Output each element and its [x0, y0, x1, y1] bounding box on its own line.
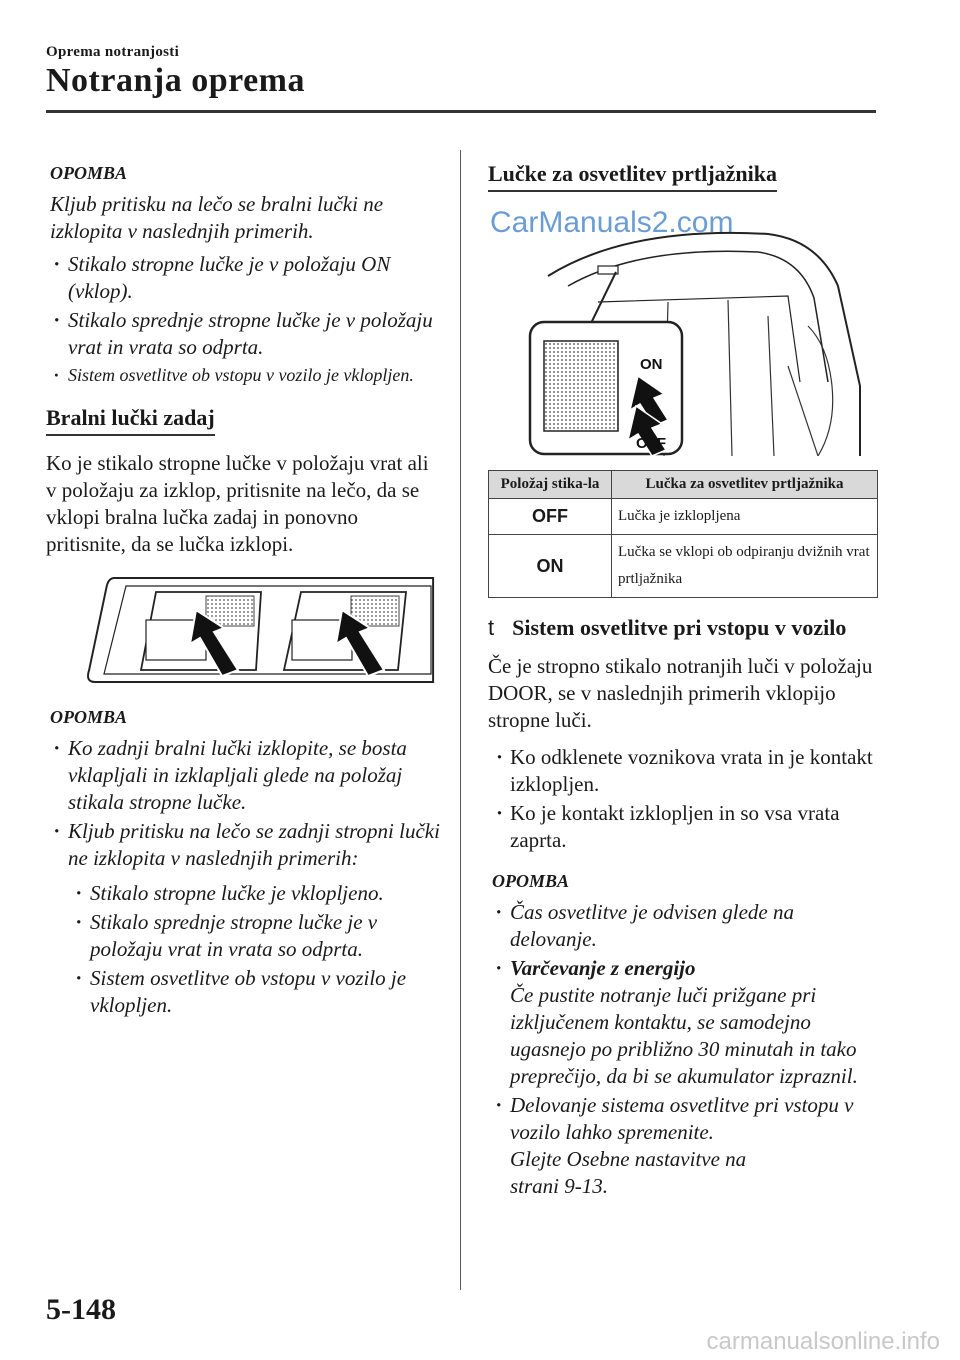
column-divider [460, 150, 461, 1290]
cross-reference-page: strani 9-13. [510, 1174, 609, 1198]
page-number: 5-148 [46, 1293, 116, 1326]
energy-saving-text: Če pustite notranje luči prižgane pri izključenem kontaktu, se samodejno ugasnejo po približno 30 minutah in tako preprečijo, da bi se akumulator izpraznil. [510, 983, 858, 1088]
section-title-text: Sistem osvetlitve pri vstopu v vozilo [512, 615, 847, 640]
list-item: · Stikalo stropne lučke je v položaju ON (vklop). [50, 251, 441, 305]
list-item: · Čas osvetlitve je odvisen glede na delovanje. [492, 899, 880, 953]
table-cell-symbol: ON [489, 535, 612, 598]
table-header: Položaj stika-la [489, 471, 612, 499]
note-text: Kljub pritisku na lečo se bralni lučki ne izklopita v naslednjih primerih. [50, 192, 384, 243]
header-rule [46, 110, 876, 113]
note-title: OPOMBA [492, 871, 570, 891]
section-title-entry-lighting [488, 614, 880, 641]
reading-lamps-illustration [46, 570, 441, 690]
reading-lamps-paragraph: Ko je stikalo stropne lučke v položaju vrat ali v položaju za izklop, pritisnite na lečo, da se vklopi bralna lučka zadaj in ponovno pritisnite, da se lučka izklopi. [46, 451, 429, 556]
section-heading-reading-lamps: Bralni lučki zadaj [46, 404, 215, 436]
switch-position-table [488, 470, 878, 598]
list-item: · Stikalo stropne lučke je vklopljeno. [72, 880, 441, 907]
note-title: OPOMBA [50, 163, 128, 183]
list-item: · Stikalo sprednje stropne lučke je v položaju vrat in vrata so odprta. [50, 307, 441, 361]
list-item: · Kljub pritisku na lečo se zadnji stropni lučki ne izklopita v naslednjih primerih: [50, 818, 441, 872]
section-label: Oprema notranjosti [46, 44, 180, 60]
cross-reference: Glejte Osebne nastavitve na [510, 1147, 747, 1171]
table-header-row [489, 471, 878, 499]
right-column [488, 160, 880, 1202]
table-cell: Lučka se vklopi ob odpiranju dvižnih vrat prtljažnika [612, 535, 878, 598]
list-item: · Sistem osvetlitve ob vstopu v vozilo je vklopljen. [50, 363, 441, 388]
note-title: OPOMBA [50, 707, 128, 727]
section-marker: t [488, 615, 495, 640]
list-item: · Stikalo sprednje stropne lučke je v položaju vrat in vrata so odprta. [72, 909, 441, 963]
energy-saving-title: Varčevanje z energijo [510, 956, 696, 980]
table-header: Lučka za osvetlitev prtljažnika [612, 471, 878, 499]
luggage-light-illustration [488, 206, 880, 456]
table-row [489, 499, 878, 535]
on-label: ON [640, 356, 663, 373]
entry-lighting-paragraph: Če je stropno stikalo notranjih luči v položaju DOOR, se v naslednjih primerih vklopijo stropne luči. [488, 654, 873, 732]
list-item [492, 1092, 880, 1200]
list-item: · Ko je kontakt izklopljen in so vsa vrata zaprta. [492, 800, 880, 854]
list-item-text: Delovanje sistema osvetlitve pri vstopu v vozilo lahko spremenite. [510, 1093, 854, 1144]
left-column [46, 160, 441, 1021]
section-heading-luggage-light: Lučke za osvetlitev prtljažnika [488, 160, 777, 192]
footer-watermark: carmanualsonline.info [706, 1328, 940, 1355]
table-cell-symbol: OFF [489, 499, 612, 535]
note-block-3 [492, 868, 880, 1200]
watermark-text: CarManuals2.com [490, 206, 734, 239]
list-item [492, 955, 880, 1090]
chapter-title: Notranja oprema [46, 62, 305, 99]
reading-lamps-figure [46, 570, 441, 690]
list-item: · Sistem osvetlitve ob vstopu v vozilo je vklopljen. [72, 965, 441, 1019]
table-row [489, 535, 878, 598]
note-block-2 [50, 704, 441, 1019]
luggage-light-figure [488, 206, 880, 456]
list-item: · Ko zadnji bralni lučki izklopite, se bosta vklapljali in izklapljali glede na položaj stikala stropne lučke. [50, 735, 441, 816]
note-block-1 [50, 160, 441, 388]
table-cell: Lučka je izklopljena [612, 499, 878, 535]
off-label: OFF [636, 435, 666, 452]
list-item: · Ko odklenete voznikova vrata in je kontakt izklopljen. [492, 744, 880, 798]
